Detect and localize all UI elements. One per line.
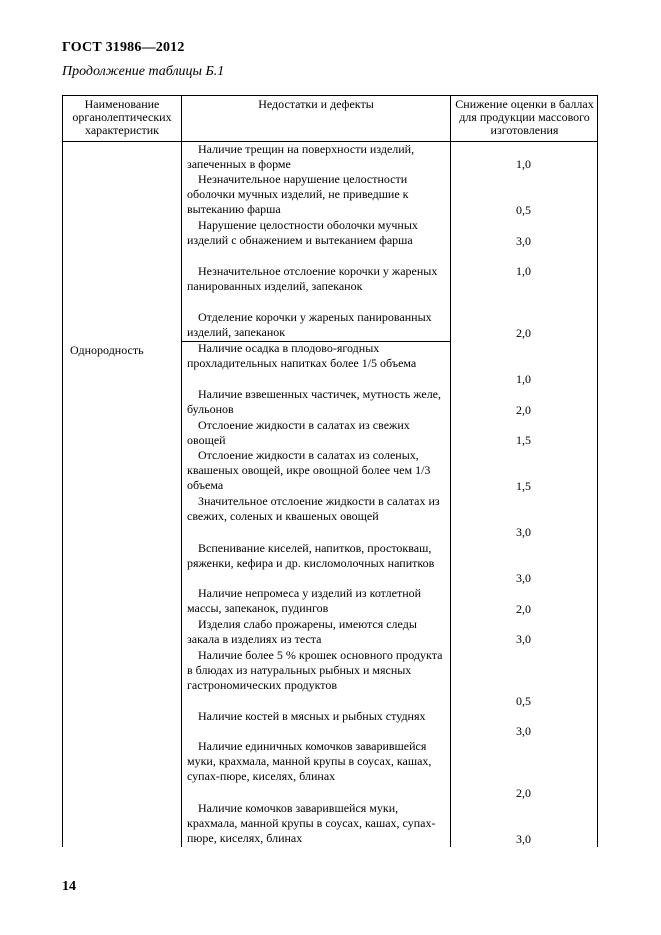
standard-header: ГОСТ 31986—2012 [62,40,185,55]
defect-text: Наличие непромеса у изделий из котлетной массы, запеканок, пудингов [187,586,422,615]
defect-text: Отделение корочки у жареных панированных изделий, запеканок [187,310,432,339]
reduction-value: 2,0 [516,602,531,616]
defect-text: Изделия слабо прожарены, имеются следы закала в изделиях из теста [187,617,417,646]
header-reduction: Снижение оценки в баллах для продукции массового изготовления [455,97,594,137]
reduction-value: 3,0 [516,234,531,248]
table-right-border [597,95,598,847]
reduction-value: 0,5 [516,694,531,708]
defect-text: Наличие взвешенных частичек, мутность желе, бульонов [187,387,442,416]
reduction-value: 3,0 [516,632,531,646]
defect-text: Вспенивание киселей, напитков, простокваш, ряженки, кефира и др. кисломолочных напитков [187,541,435,570]
defect-text: Незначительное нарушение целостности оболочки мучных изделий, не приведшие к вытеканию фарша [187,172,409,216]
table-top-border [62,95,598,96]
defect-text: Отслоение жидкости в салатах из свежих овощей [187,418,410,447]
header-defects: Недостатки и дефекты [258,97,374,111]
reduction-value: 0,5 [516,203,531,217]
reduction-value: 1,0 [516,264,531,278]
defect-text: Наличие костей в мясных и рыбных студнях [198,709,426,723]
reduction-value: 2,0 [516,403,531,417]
characteristic-label: Однородность [70,343,144,357]
reduction-value: 3,0 [516,525,531,539]
reduction-value: 1,5 [516,433,531,447]
defect-text: Незначительное отслоение корочки у жареных панированных изделий, запеканок [187,264,438,293]
reduction-value: 2,0 [516,326,531,340]
defect-text: Наличие осадка в плодово-ягодных прохладительных напитках более 1/5 объема [187,341,417,370]
table-col-divider-1 [181,95,182,847]
defect-text: Наличие единичных комочков заварившейся муки, крахмала, манной крупы в соусах, кашах, супах-пюре, киселях, блинах [187,739,432,783]
reduction-value: 3,0 [516,571,531,585]
page-number: 14 [62,879,76,894]
reduction-value: 1,0 [516,372,531,386]
defect-text: Наличие трещин на поверхности изделий, запеченных в форме [187,142,415,171]
defect-text: Наличие комочков заварившейся муки, крахмала, манной крупы в соусах, кашах, супах-пюре, киселях, блинах [187,801,436,845]
header-characteristic: Наименование органолептических характеристик [72,97,172,137]
defect-text: Значительное отслоение жидкости в салатах из свежих, соленых и квашеных овощей [187,494,440,523]
defect-text: Наличие более 5 % крошек основного продукта в блюдах из натуральных рыбных и мясных гастрономических продуктов [187,648,443,692]
table-left-border [62,95,63,847]
reduction-value: 3,0 [516,724,531,738]
reduction-value: 2,0 [516,786,531,800]
reduction-value: 1,0 [516,157,531,171]
reduction-value: 3,0 [516,832,531,846]
defect-text: Отслоение жидкости в салатах из соленых, квашеных овощей, икре овощной более чем 1/3 объема [187,448,431,492]
reduction-value: 1,5 [516,479,531,493]
defect-text: Нарушение целостности оболочки мучных изделий с обнажением и вытеканием фарша [187,218,418,247]
table-caption: Продолжение таблицы Б.1 [62,64,225,79]
